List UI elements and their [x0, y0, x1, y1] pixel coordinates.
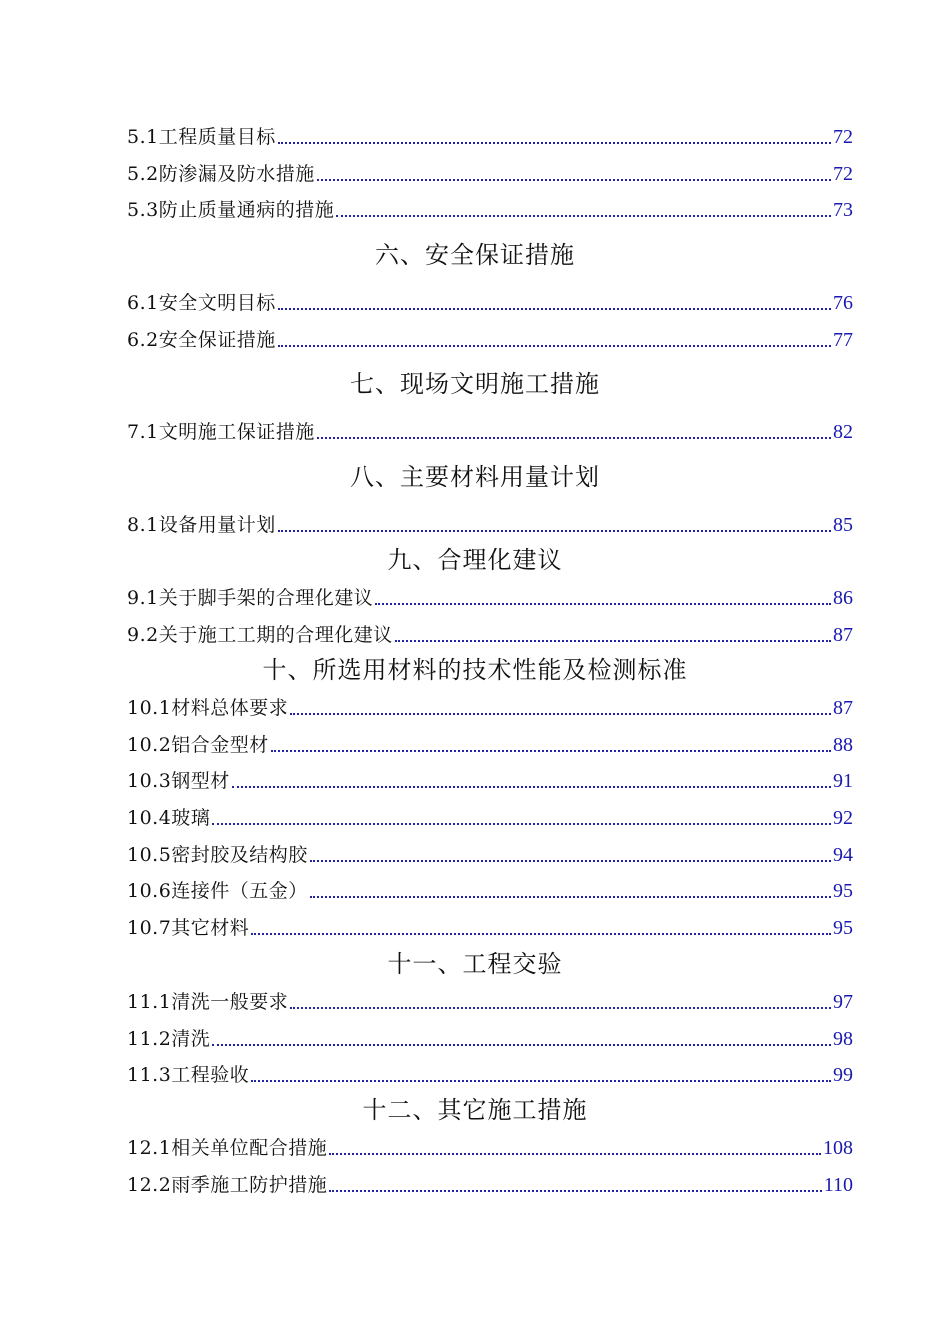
toc-entry-label: 9.2关于施工工期的合理化建议 [127, 624, 393, 646]
toc-entry-label: 12.1相关单位配合措施 [127, 1137, 328, 1159]
toc-entry[interactable] [127, 767, 853, 795]
toc-entry-page-number[interactable]: 94 [833, 844, 853, 866]
toc-entry-page-number[interactable]: 72 [833, 126, 853, 148]
dot-leader [271, 750, 831, 752]
toc-entry-label: 8.1设备用量计划 [127, 514, 276, 536]
dot-leader [395, 640, 831, 642]
toc-entry[interactable] [127, 877, 853, 905]
section-heading: 八、主要材料用量计划 [350, 463, 600, 491]
toc-entry-label: 11.1清洗一般要求 [127, 991, 289, 1013]
dot-leader [329, 1190, 821, 1192]
toc-entry[interactable] [127, 731, 853, 759]
toc-entry-label: 6.1安全文明目标 [127, 292, 276, 314]
toc-entry-page-number[interactable]: 85 [833, 514, 853, 536]
toc-entry-page-number[interactable]: 87 [833, 697, 853, 719]
section-heading: 九、合理化建议 [387, 546, 563, 574]
toc-entry[interactable] [127, 1171, 853, 1199]
section-heading: 六、安全保证措施 [375, 241, 575, 269]
toc-entry[interactable] [127, 326, 853, 354]
toc-entry-page-number[interactable]: 86 [833, 587, 853, 609]
toc-entry-label: 9.1关于脚手架的合理化建议 [127, 587, 374, 609]
toc-entry-label: 5.2防渗漏及防水措施 [127, 163, 315, 185]
toc-entry[interactable] [127, 988, 853, 1016]
toc-entry-page-number[interactable]: 108 [823, 1137, 853, 1159]
toc-entry-page-number[interactable]: 97 [833, 991, 853, 1013]
toc-entry-label: 10.2铝合金型材 [127, 734, 269, 756]
toc-entry-page-number[interactable]: 95 [833, 880, 853, 902]
toc-entry-page-number[interactable]: 91 [833, 770, 853, 792]
toc-entry-page-number[interactable]: 110 [823, 1174, 853, 1196]
toc-entry-label: 10.3钢型材 [127, 770, 230, 792]
section-heading: 十一、工程交验 [387, 950, 563, 978]
toc-entry-label: 11.2清洗 [127, 1028, 211, 1050]
dot-leader [375, 603, 831, 605]
dot-leader [232, 786, 831, 788]
toc-entry[interactable] [127, 1061, 853, 1089]
toc-entry-page-number[interactable]: 98 [833, 1028, 853, 1050]
dot-leader [278, 530, 831, 532]
toc-entry[interactable] [127, 584, 853, 612]
toc-entry-label: 10.6连接件（五金） [127, 880, 308, 902]
toc-entry[interactable] [127, 289, 853, 317]
toc-entry[interactable] [127, 694, 853, 722]
toc-entry-page-number[interactable]: 73 [833, 199, 853, 221]
toc-entry-page-number[interactable]: 88 [833, 734, 853, 756]
dot-leader [251, 933, 831, 935]
section-heading: 七、现场文明施工措施 [350, 370, 600, 398]
toc-entry[interactable] [127, 160, 853, 188]
section-heading: 十二、其它施工措施 [362, 1096, 588, 1124]
toc-entry[interactable] [127, 1025, 853, 1053]
dot-leader [290, 1007, 831, 1009]
dot-leader [336, 215, 831, 217]
toc-entry[interactable] [127, 1134, 853, 1162]
toc-entry-page-number[interactable]: 99 [833, 1064, 853, 1086]
toc-entry[interactable] [127, 511, 853, 539]
toc-entry-label: 12.2雨季施工防护措施 [127, 1174, 328, 1196]
toc-entry[interactable] [127, 841, 853, 869]
toc-entry[interactable] [127, 123, 853, 151]
dot-leader [329, 1153, 821, 1155]
dot-leader [251, 1080, 831, 1082]
toc-entry-label: 5.1工程质量目标 [127, 126, 276, 148]
toc-entry-page-number[interactable]: 92 [833, 807, 853, 829]
dot-leader [317, 437, 831, 439]
toc-entry-page-number[interactable]: 72 [833, 163, 853, 185]
toc-entry-label: 10.4玻璃 [127, 807, 211, 829]
toc-entry-label: 5.3防止质量通病的措施 [127, 199, 335, 221]
dot-leader [212, 1044, 831, 1046]
toc-entry-label: 7.1文明施工保证措施 [127, 421, 315, 443]
toc-entry[interactable] [127, 621, 853, 649]
dot-leader [310, 860, 831, 862]
toc-entry-label: 6.2安全保证措施 [127, 329, 276, 351]
toc-entry[interactable] [127, 804, 853, 832]
toc-entry[interactable] [127, 914, 853, 942]
toc-entry[interactable] [127, 418, 853, 446]
dot-leader [278, 308, 831, 310]
toc-entry-label: 10.7其它材料 [127, 917, 250, 939]
dot-leader [310, 896, 831, 898]
toc-entry-page-number[interactable]: 87 [833, 624, 853, 646]
toc-entry-page-number[interactable]: 82 [833, 421, 853, 443]
toc-entry[interactable] [127, 196, 853, 224]
toc-entry-page-number[interactable]: 77 [833, 329, 853, 351]
section-heading: 十、所选用材料的技术性能及检测标准 [262, 656, 688, 684]
toc-entry-label: 10.1材料总体要求 [127, 697, 289, 719]
toc-entry-label: 10.5密封胶及结构胶 [127, 844, 308, 866]
dot-leader [278, 345, 831, 347]
toc-entry-label: 11.3工程验收 [127, 1064, 250, 1086]
dot-leader [290, 713, 831, 715]
dot-leader [212, 823, 831, 825]
toc-entry-page-number[interactable]: 95 [833, 917, 853, 939]
dot-leader [278, 142, 831, 144]
toc-entry-page-number[interactable]: 76 [833, 292, 853, 314]
dot-leader [317, 179, 831, 181]
